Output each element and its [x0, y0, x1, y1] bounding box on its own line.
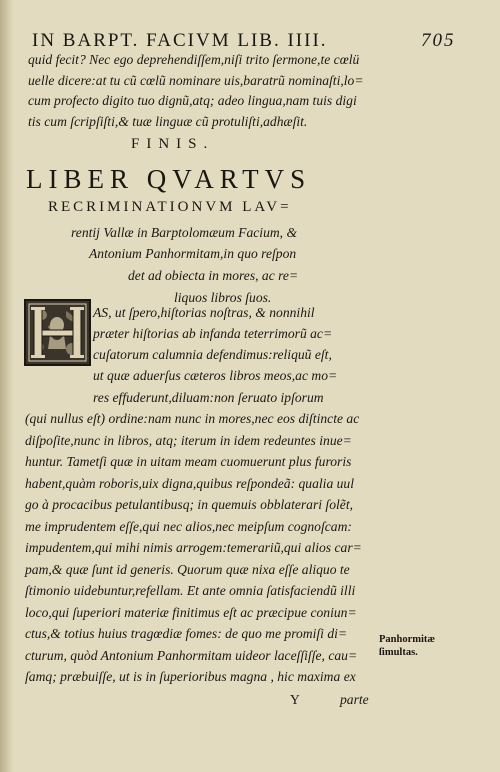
heading-line: Antonium Panhormitam,in quo reſpon	[89, 246, 297, 261]
signature-mark: Y	[290, 692, 300, 707]
body-line: res effuderunt,diluam:non ſeruato ipſorum	[93, 390, 324, 405]
body-line: me imprudentem eſſe,qui nec alios,nec meipſum cognoſcam:	[25, 519, 352, 534]
catchword: parte	[340, 692, 369, 707]
margin-note-line: Panhormitæ	[379, 634, 435, 645]
body-line: go à procacibus petulantibusq; in quemuis obblaterari ſolẽt,	[25, 497, 353, 512]
finis-mark: FINIS.	[131, 136, 215, 152]
body-line: pam,& quæ ſunt id generis. Quorum quæ nixa eſſe aliquo te	[25, 562, 350, 577]
text-line: cum profecto digito tuo dignũ,atq; adeo lingua,nam tuis digi	[28, 93, 357, 108]
heading-line: liquos libros ſuos.	[174, 290, 272, 305]
page-number: 705	[421, 30, 456, 51]
body-line: præter hiſtorias ab infanda teterrimorũ ac=	[93, 326, 333, 341]
body-line: habent,quàm roboris,uix digna,quibus reſpondeã: qualia uul	[25, 476, 355, 491]
running-title: IN BARPT. FACIVM LIB. IIII.	[32, 30, 328, 51]
body-line: cturum, quòd Antonium Panhormitam uideor laceſſiſſe, cau=	[25, 648, 358, 663]
text-line: quid fecit? Nec ego deprehendiſſem,niſi trito ſermone,te cœlü	[28, 52, 360, 67]
decorated-initial-h-icon	[24, 299, 91, 366]
body-line: loco,qui ſuperiori materiæ finitimus eſt ac præcipue coniun=	[25, 605, 357, 620]
body-line: impudentem,qui mihi nimis arrogem:temerariũ,qui alios car=	[25, 540, 362, 555]
body-line: cuſatorum calumnia defendimus:reliquũ eſt,	[93, 347, 332, 362]
body-line: AS, ut ſpero,hiſtorias noſtras, & nonnihil	[93, 305, 315, 320]
body-line: diſpoſite,nunc in libros, atq; iterum in idem redeuntes inue=	[25, 433, 352, 448]
body-line: ut quæ aduerſus cæteros libros meos,ac mo=	[93, 368, 338, 383]
book-title: LIBER QVARTVS	[26, 164, 312, 194]
heading-line: rentij Vallæ in Barptolomæum Facium, &	[71, 225, 298, 240]
margin-note-line: ſimultas.	[379, 647, 418, 658]
body-line: huntur. Tametſi quæ in uitam meam cuomuerunt plus furoris	[25, 454, 352, 469]
body-line: ctus,& totius huius tragœdiæ fomes: de quo me promiſi di=	[25, 626, 348, 641]
text-line: tis cum ſcripſiſti,& tuæ linguæ cũ protuliſti,adhæſit.	[28, 114, 308, 129]
heading-line: det ad obiecta in mores, ac re=	[128, 268, 299, 283]
body-line: (qui nullus eſt) ordine:nam nunc in mores,nec eos diſtincte ac	[25, 411, 360, 426]
body-line: ſamq; præbuiſſe, ut is in ſuperioribus magna , hic maxima ex	[25, 669, 356, 684]
body-line: ſtimonio uidebuntur,refellam. Et ante omnia ſatisfaciendũ illi	[25, 583, 356, 598]
book-subtitle: RECRIMINATIONVM LAV=	[48, 199, 292, 215]
text-line: uelle dicere:at tu cũ cœlũ nominare uis,baratrũ nominaſti,lo=	[28, 73, 364, 88]
